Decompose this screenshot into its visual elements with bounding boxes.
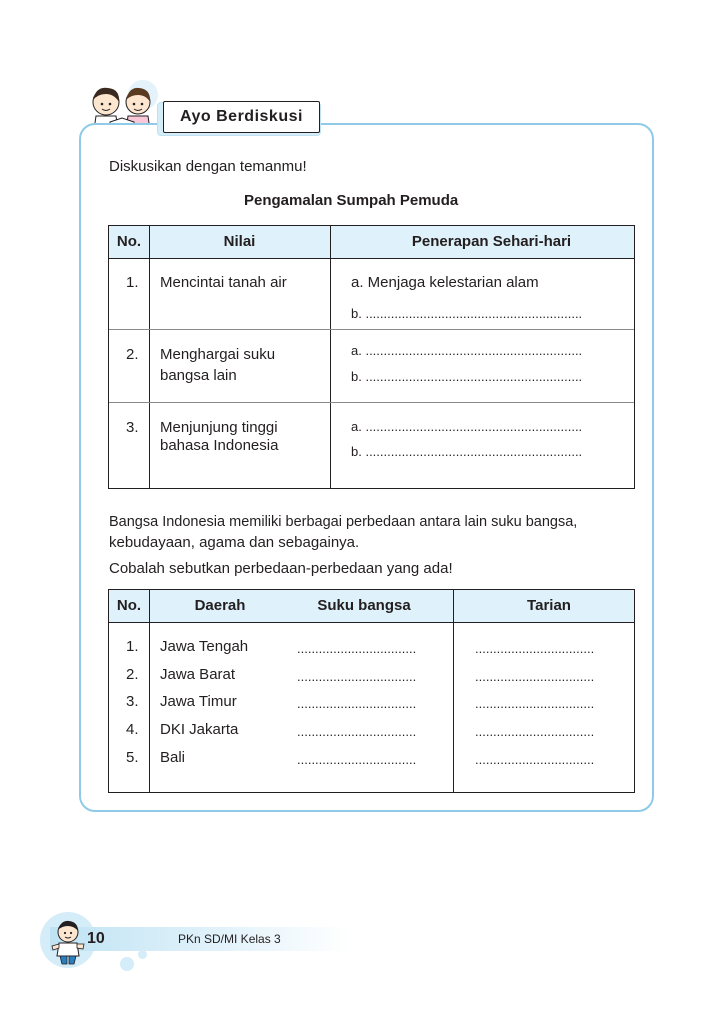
table-row-suku: ................................. [297, 669, 417, 684]
table-row-penerapan-b: b. ............................................................ [351, 369, 583, 384]
table-row-tarian: ................................. [475, 724, 595, 739]
table-row-suku: ................................. [297, 724, 417, 739]
table-row-no: 2. [126, 666, 139, 683]
paragraph-line: kebudayaan, agama dan sebagainya. [109, 534, 360, 551]
table1-title: Pengamalan Sumpah Pemuda [244, 192, 459, 209]
table-row-suku: ................................. [297, 752, 417, 767]
table-row-no: 1. [126, 274, 139, 291]
decorative-circle [120, 957, 134, 971]
table-row-tarian: ................................. [475, 696, 595, 711]
paragraph-line: Cobalah sebutkan perbedaan-perbedaan yang ada! [109, 560, 453, 577]
table-row-nilai-line2: bangsa lain [160, 367, 237, 384]
table-row-tarian: ................................. [475, 641, 595, 656]
activity-header: Ayo Berdiskusi [163, 101, 320, 133]
column-header-suku: Suku bangsa [317, 597, 411, 614]
table-row-suku: ................................. [297, 696, 417, 711]
table-row-penerapan-a: a. Menjaga kelestarian alam [351, 274, 539, 291]
table-row-daerah: Jawa Barat [160, 666, 236, 683]
column-header-tarian: Tarian [527, 597, 571, 614]
table-row-penerapan-a: a. ............................................................ [351, 343, 583, 358]
intro-text: Diskusikan dengan temanmu! [109, 158, 307, 175]
table-row-no: 3. [126, 693, 139, 710]
table-row-penerapan-b: b. ............................................................ [351, 444, 583, 459]
table-row-tarian: ................................. [475, 669, 595, 684]
page-number: 10 [87, 930, 105, 947]
column-header-no: No. [116, 597, 142, 614]
table-row-penerapan-a: a. ............................................................ [351, 419, 583, 434]
column-header-no: No. [116, 233, 142, 250]
column-header-penerapan: Penerapan Sehari-hari [411, 233, 572, 250]
decorative-circle [138, 950, 147, 959]
table-row-nilai: Mencintai tanah air [160, 274, 287, 291]
table-row-nilai-line2: bahasa Indonesia [160, 437, 279, 454]
values-table [108, 225, 635, 489]
table-row-penerapan-b: b. ............................................................ [351, 306, 583, 321]
table-row-daerah: Bali [160, 749, 186, 766]
table-row-no: 1. [126, 638, 139, 655]
table-row-no: 4. [126, 721, 139, 738]
paragraph-line: Bangsa Indonesia memiliki berbagai perbedaan antara lain suku bangsa, [109, 514, 578, 530]
table-row-no: 3. [126, 419, 139, 436]
table-row-suku: ................................. [297, 641, 417, 656]
table-row-daerah: DKI Jakarta [160, 721, 239, 738]
table-row-nilai: Menjunjung tinggi [160, 419, 278, 436]
child-mascot-illustration [48, 918, 88, 966]
column-header-daerah: Daerah [194, 597, 246, 614]
column-header-nilai: Nilai [223, 233, 256, 250]
table-row-daerah: Jawa Timur [160, 693, 237, 710]
table-row-nilai: Menghargai suku [160, 346, 276, 363]
table-row-tarian: ................................. [475, 752, 595, 767]
table-row-daerah: Jawa Tengah [160, 638, 249, 655]
regions-table [108, 589, 635, 793]
table-row-no: 2. [126, 346, 139, 363]
book-title: PKn SD/MI Kelas 3 [178, 932, 281, 946]
table-row-no: 5. [126, 749, 139, 766]
